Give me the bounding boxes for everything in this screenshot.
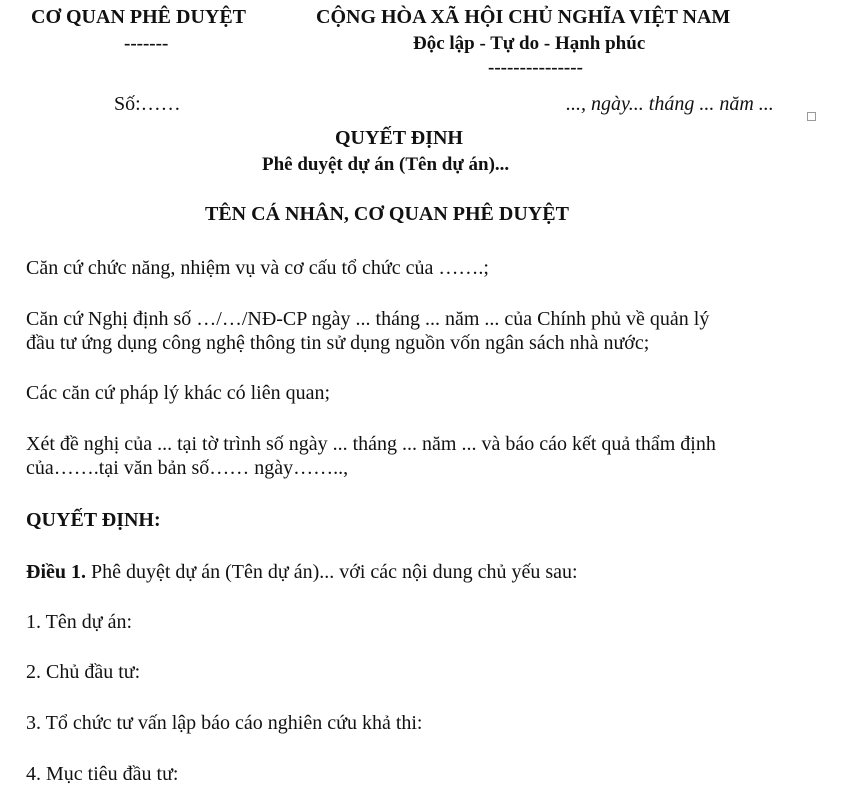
- document-title: QUYẾT ĐỊNH: [335, 127, 463, 149]
- article-1-label: Điều 1.: [26, 561, 86, 583]
- article-1-text: Phê duyệt dự án (Tên dự án)... với các nội dung chủ yếu sau:: [86, 561, 578, 583]
- preamble-paragraph-4-line-2: của…….tại văn bản số…… ngày……..,: [26, 457, 349, 479]
- document-subtitle: Phê duyệt dự án (Tên dự án)...: [262, 154, 510, 175]
- date-line: ..., ngày... tháng ... năm ...: [566, 93, 774, 115]
- motto: Độc lập - Tự do - Hạnh phúc: [413, 33, 646, 54]
- list-item: 2. Chủ đầu tư:: [26, 661, 141, 683]
- agency-rule: -------: [124, 33, 169, 54]
- decision-heading: QUYẾT ĐỊNH:: [26, 509, 161, 531]
- list-item: 1. Tên dự án:: [26, 611, 133, 633]
- article-1: [26, 562, 578, 582]
- preamble-paragraph-4-line-1: Xét đề nghị của ... tại tờ trình số ngày ... tháng ... năm ... và báo cáo kết quả thẩm định: [26, 433, 716, 455]
- nation-title: CỘNG HÒA XÃ HỘI CHỦ NGHĨA VIỆT NAM: [316, 6, 731, 28]
- preamble-paragraph-2-line-1: Căn cứ Nghị định số …/…/NĐ-CP ngày ... tháng ... năm ... của Chính phủ về quản lý: [26, 308, 710, 330]
- motto-rule: ---------------: [488, 57, 583, 78]
- authority-heading: TÊN CÁ NHÂN, CƠ QUAN PHÊ DUYỆT: [205, 203, 569, 225]
- list-item: 3. Tổ chức tư vấn lập báo cáo nghiên cứu khả thi:: [26, 712, 423, 734]
- preamble-paragraph-3: Các căn cứ pháp lý khác có liên quan;: [26, 382, 331, 404]
- preamble-paragraph-2-line-2: đầu tư ứng dụng công nghệ thông tin sử dụng nguồn vốn ngân sách nhà nước;: [26, 332, 650, 354]
- preamble-paragraph-1: Căn cứ chức năng, nhiệm vụ và cơ cấu tổ chức của …….;: [26, 257, 489, 279]
- list-item: 4. Mục tiêu đầu tư:: [26, 763, 179, 785]
- checkbox-icon[interactable]: [807, 112, 816, 121]
- document-number: Số:……: [114, 93, 181, 115]
- agency-name: CƠ QUAN PHÊ DUYỆT: [31, 6, 247, 28]
